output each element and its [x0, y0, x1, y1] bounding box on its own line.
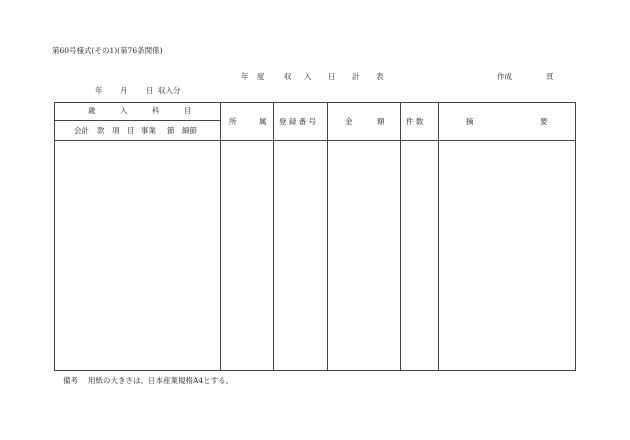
- col-amount-char-1: 金: [345, 117, 353, 126]
- col-divider-3: [327, 102, 328, 371]
- title-char-4: 計: [352, 72, 360, 81]
- page-label: 頁: [546, 72, 554, 81]
- revenue-header-char-2: 入: [120, 106, 128, 115]
- sub-header-kou: 項: [112, 126, 120, 135]
- revenue-header-char-1: 歳: [88, 106, 96, 115]
- date-suffix: 収入分: [158, 86, 181, 95]
- col-summary-char-1: 摘: [466, 117, 474, 126]
- col-summary-char-2: 要: [540, 117, 548, 126]
- col-divider-5: [438, 102, 439, 371]
- col-amount-char-2: 額: [377, 117, 385, 126]
- title-char-3: 日: [328, 72, 336, 81]
- col-divider-1: [220, 102, 221, 371]
- date-month: 月: [120, 86, 128, 95]
- date-year: 年: [95, 86, 103, 95]
- title-char-1: 収: [284, 72, 292, 81]
- sub-header-saisetsu: 細節: [182, 126, 197, 135]
- sub-header-account: 会計: [74, 126, 89, 135]
- header-divider: [54, 120, 220, 121]
- title-char-5: 表: [376, 72, 384, 81]
- col-divider-2: [273, 102, 274, 371]
- prepared-label: 作成: [497, 72, 512, 81]
- col-registration: 登 録 番 号: [279, 117, 317, 126]
- table-left-border: [54, 102, 55, 371]
- col-affiliation-char-1: 所: [229, 117, 237, 126]
- title-year-label: 年 度: [241, 72, 268, 81]
- sub-header-kan: 款: [97, 126, 105, 135]
- footer-label: 備考: [63, 376, 78, 385]
- col-divider-4: [400, 102, 401, 371]
- sub-header-setsu: 節: [167, 126, 175, 135]
- col-count: 件 数: [406, 117, 424, 126]
- table-top-border: [54, 102, 576, 103]
- table-right-border: [575, 102, 576, 371]
- title-char-2: 入: [304, 72, 312, 81]
- revenue-header-char-4: 目: [184, 106, 192, 115]
- col-affiliation-char-2: 属: [259, 117, 267, 126]
- sub-header-project: 事業: [141, 126, 156, 135]
- sub-header-moku: 目: [127, 126, 135, 135]
- revenue-header-char-3: 科: [152, 106, 160, 115]
- header-bottom-border: [54, 140, 576, 141]
- footer-text: 用紙の大きさは、日本産業規格A4とする。: [88, 376, 234, 385]
- form-number: 第60号様式(その1)(第76条関係): [52, 46, 163, 55]
- table-bottom-border: [54, 370, 576, 371]
- date-day: 日: [146, 86, 154, 95]
